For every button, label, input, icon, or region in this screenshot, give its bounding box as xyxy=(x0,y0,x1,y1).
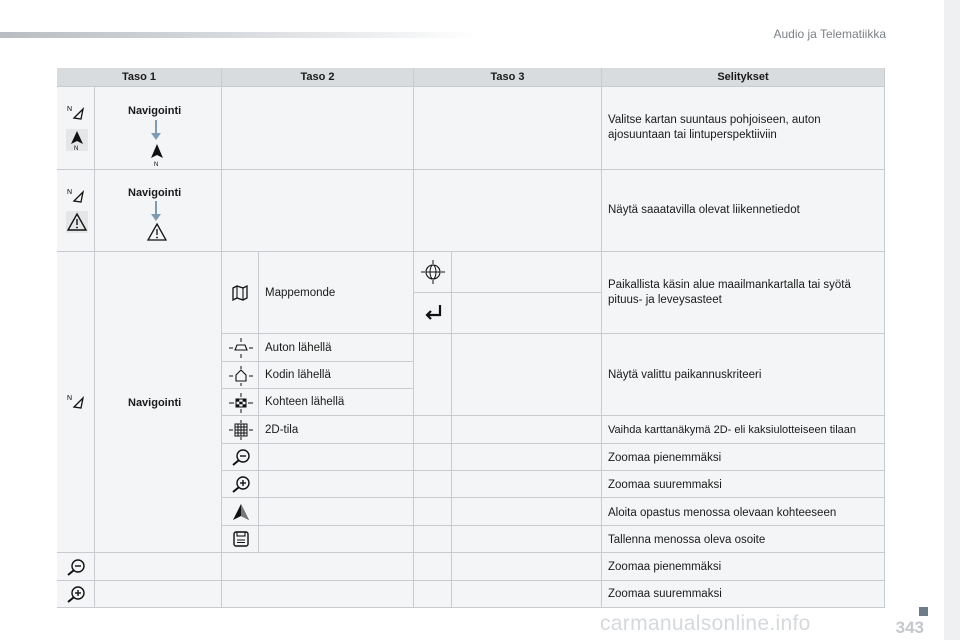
zoom-in-icon xyxy=(66,585,86,603)
home-crosshair-icon xyxy=(229,366,253,386)
2d-mode-description: Vaihda karttanäkymä 2D- eli kaksiulotteiseen tilaan xyxy=(608,424,857,436)
row4-l3a xyxy=(414,553,452,581)
flag-crosshair-icon xyxy=(229,393,253,413)
north-up-icon xyxy=(66,187,86,205)
return-icon xyxy=(424,303,444,321)
navigate-description: Aloita opastus menossa olevaan kohteeseen xyxy=(608,507,837,519)
page-edge-strip xyxy=(944,0,960,640)
row2-level3-cell xyxy=(414,170,602,252)
car-crosshair-icon xyxy=(229,338,253,358)
row3-navigation-label: Navigointi xyxy=(128,397,182,409)
watermark: carmanualsonline.info xyxy=(600,612,811,635)
save-l3a xyxy=(414,526,452,553)
svg-text:N: N xyxy=(74,146,79,151)
globe-crosshair-icon xyxy=(421,260,445,284)
header-level3: Taso 3 xyxy=(414,68,602,87)
row4-l1 xyxy=(95,553,222,581)
navigate-l3b xyxy=(452,498,602,526)
zoom-out-icon xyxy=(231,448,251,466)
navigate-l3a xyxy=(414,498,452,526)
row4-l2 xyxy=(222,553,414,581)
row5-description: Zoomaa suuremmaksi xyxy=(608,588,722,600)
page-number: 343 xyxy=(895,618,924,637)
row2-navigation-label: Navigointi xyxy=(128,187,182,199)
navigate-arrow-icon xyxy=(232,503,250,521)
nearby-description: Näytä valittu paikannuskriteeri xyxy=(608,369,762,381)
save-icon xyxy=(232,530,250,548)
row1-level3-cell xyxy=(414,87,602,170)
page-marker xyxy=(919,607,928,616)
row1-description: Valitse kartan suuntaus pohjoiseen, auton ajosuuntaan tai lintuperspektiiviin xyxy=(608,114,821,141)
north-up-icon xyxy=(66,393,86,411)
save-l3b xyxy=(452,526,602,553)
nearby-level3-a xyxy=(414,334,452,416)
warning-triangle-icon xyxy=(66,211,88,233)
return-blank-cell xyxy=(452,293,602,334)
svg-text:N: N xyxy=(67,395,73,402)
header-level2: Taso 2 xyxy=(222,68,414,87)
mappemonde-label: Mappemonde xyxy=(265,287,336,299)
down-arrow-icon xyxy=(149,120,163,142)
grid-crosshair-icon xyxy=(229,420,253,440)
header-level1: Taso 1 xyxy=(57,68,222,87)
zoom-in-description: Zoomaa suuremmaksi xyxy=(608,479,722,491)
save-description: Tallenna menossa oleva osoite xyxy=(608,534,766,546)
zoom-in-icon xyxy=(231,475,251,493)
row4-description: Zoomaa pienemmäksi xyxy=(608,561,722,573)
car-nearby-label: Auton lähellä xyxy=(265,342,332,354)
zoomout-l3b xyxy=(452,444,602,471)
header-description: Selitykset xyxy=(602,68,885,87)
zoomout-l3a xyxy=(414,444,452,471)
row5-l1 xyxy=(95,581,222,608)
zoomout-blank xyxy=(259,444,414,471)
zoomin-l3b xyxy=(452,471,602,498)
mappemonde-description: Paikallista käsin alue maailmankartalla tai syötä pituus- ja leveysasteet xyxy=(608,279,851,306)
warning-triangle-icon xyxy=(147,223,167,241)
grid-level3-b xyxy=(452,416,602,444)
row2-level2-cell xyxy=(222,170,414,252)
row1-navigation-label: Navigointi xyxy=(128,105,182,117)
section-title: Audio ja Telematiikka xyxy=(773,27,886,41)
save-blank xyxy=(259,526,414,553)
nearby-level3-b xyxy=(452,334,602,416)
zoom-out-icon xyxy=(66,558,86,576)
home-nearby-label: Kodin lähellä xyxy=(265,369,331,381)
row5-l3a xyxy=(414,581,452,608)
row4-l3b xyxy=(452,553,602,581)
2d-mode-label: 2D-tila xyxy=(265,424,299,436)
row1-level2-cell xyxy=(222,87,414,170)
map-icon xyxy=(231,284,249,302)
row5-l2 xyxy=(222,581,414,608)
zoom-out-description: Zoomaa pienemmäksi xyxy=(608,452,722,464)
grid-level3-a xyxy=(414,416,452,444)
zoomin-l3a xyxy=(414,471,452,498)
row2-description: Näytä saaatavilla olevat liikennetiedot xyxy=(608,204,800,216)
svg-text:N: N xyxy=(67,106,73,113)
down-arrow-icon xyxy=(149,201,163,223)
navigate-blank xyxy=(259,498,414,526)
header-bar xyxy=(0,32,480,38)
compass-n-icon xyxy=(66,129,88,151)
zoomin-blank xyxy=(259,471,414,498)
north-up-icon xyxy=(66,104,86,122)
svg-text:N: N xyxy=(67,189,73,196)
svg-text:N: N xyxy=(154,162,159,167)
globe-blank-cell xyxy=(452,252,602,293)
compass-n-icon xyxy=(148,143,166,167)
destination-nearby-label: Kohteen lähellä xyxy=(265,396,345,408)
row5-l3b xyxy=(452,581,602,608)
